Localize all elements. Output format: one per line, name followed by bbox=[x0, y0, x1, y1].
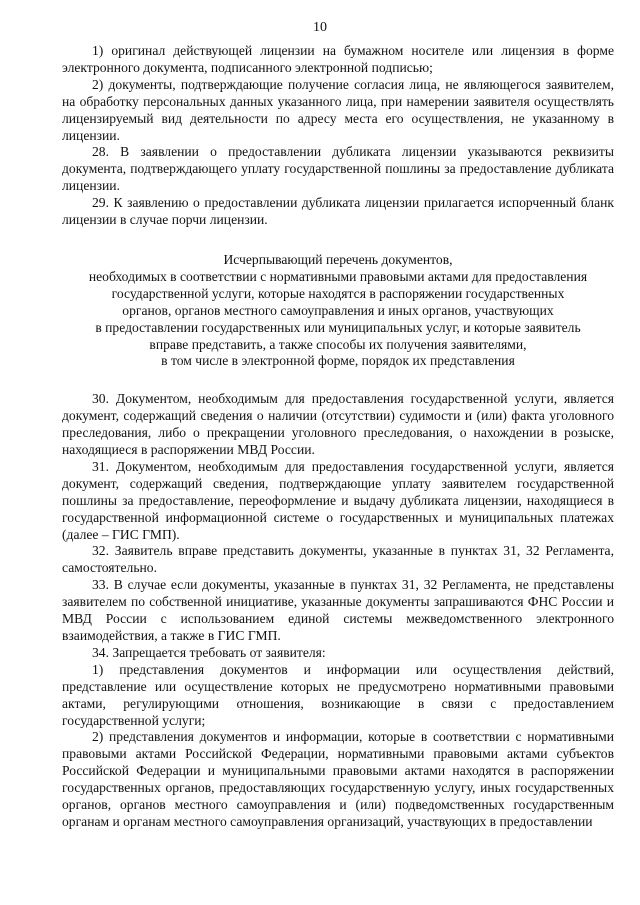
paragraph-33: 33. В случае если документы, указанные в пунктах 31, 32 Регламента, не представлены заявителем по собственной инициативе, указанные документы запрашиваются ФНС России и МВД России с использованием единой системы межведомственного электронного взаимодействия, а также в ГИС ГМП. bbox=[62, 577, 614, 643]
paragraph-34: 34. Запрещается требовать от заявителя: bbox=[92, 644, 326, 660]
paragraph-2: 2) документы, подтверждающие получение согласия лица, не являющегося заявителем, на обработку персональных данных указанного лица, при намерении заявителя осуществлять лицензируемый вид деятельности по адресу места его осуществления, не указанному в лицензии. bbox=[62, 76, 614, 143]
paragraph-29: 29. К заявлению о предоставлении дубликата лицензии прилагается испорченный бланк лицензии в случае порчи лицензии. bbox=[62, 195, 614, 228]
page-number: 10 bbox=[313, 20, 327, 35]
paragraph-32: 32. Заявитель вправе представить документы, указанные в пунктах 31, 32 Регламента, самостоятельно. bbox=[62, 543, 614, 576]
section-heading-line: государственной услуги, которые находятся в распоряжении государственных bbox=[111, 285, 565, 301]
section-heading-line: в предоставлении государственных или муниципальных услуг, и которые заявитель bbox=[95, 319, 581, 335]
document-body bbox=[62, 43, 614, 831]
paragraph-1: 1) оригинал действующей лицензии на бумажном носителе или лицензия в форме электронного документа, подписанного электронной подписью; bbox=[62, 43, 614, 75]
section-heading-line: необходимых в соответствии с нормативными правовыми актами для предоставления bbox=[88, 268, 588, 284]
section-heading-line: в том числе в электронной форме, порядок их представления bbox=[161, 353, 515, 369]
paragraph-30: 30. Документом, необходимым для предоставления государственной услуги, является документ, содержащий сведения о наличии (отсутствии) судимости и (или) факта уголовного преследования, либо о прекращении уголовного преследования, о нахождении в розыске, находящиеся в распоряжении МВД России. bbox=[62, 391, 614, 458]
section-heading bbox=[62, 252, 614, 370]
paragraph-34-item-1: 1) представления документов и информации или осуществления действий, представление или осуществление которых не предусмотрено нормативными правовыми актами, регулирующими отношения, возникающие в связи с предоставлением государственной услуги; bbox=[62, 661, 614, 728]
paragraph-34-item-2: 2) представления документов и информации, которые в соответствии с нормативными правовыми актами Российской Федерации, нормативными правовыми актами субъектов Российской Федерации и муниципальными правовыми актами находятся в распоряжении государственных органов, предоставляющих государственную услугу, иных государственных органов, органов местного самоуправления и (или) подведомственных государственным органам и органам местного самоуправления организаций, участвующих в предоставлении bbox=[62, 729, 614, 829]
section-heading-line: органов, органов местного самоуправления и иных органов, участвующих bbox=[122, 302, 554, 318]
section-heading-line: Исчерпывающий перечень документов, bbox=[223, 251, 453, 267]
paragraph-31: 31. Документом, необходимым для предоставления государственной услуги, является документ, содержащий сведения, подтверждающие уплату заявителем государственной пошлины за предоставление, переоформление и выдачу дубликата лицензии, находящиеся в государственной информационной системе о государственных и муниципальных платежах (далее – ГИС ГМП). bbox=[62, 458, 614, 542]
section-heading-line: вправе представить, а также способы их получения заявителями, bbox=[149, 336, 527, 352]
paragraph-28: 28. В заявлении о предоставлении дубликата лицензии указываются реквизиты документа, подтверждающего уплату государственной пошлины за предоставление дубликата лицензии. bbox=[62, 144, 614, 194]
